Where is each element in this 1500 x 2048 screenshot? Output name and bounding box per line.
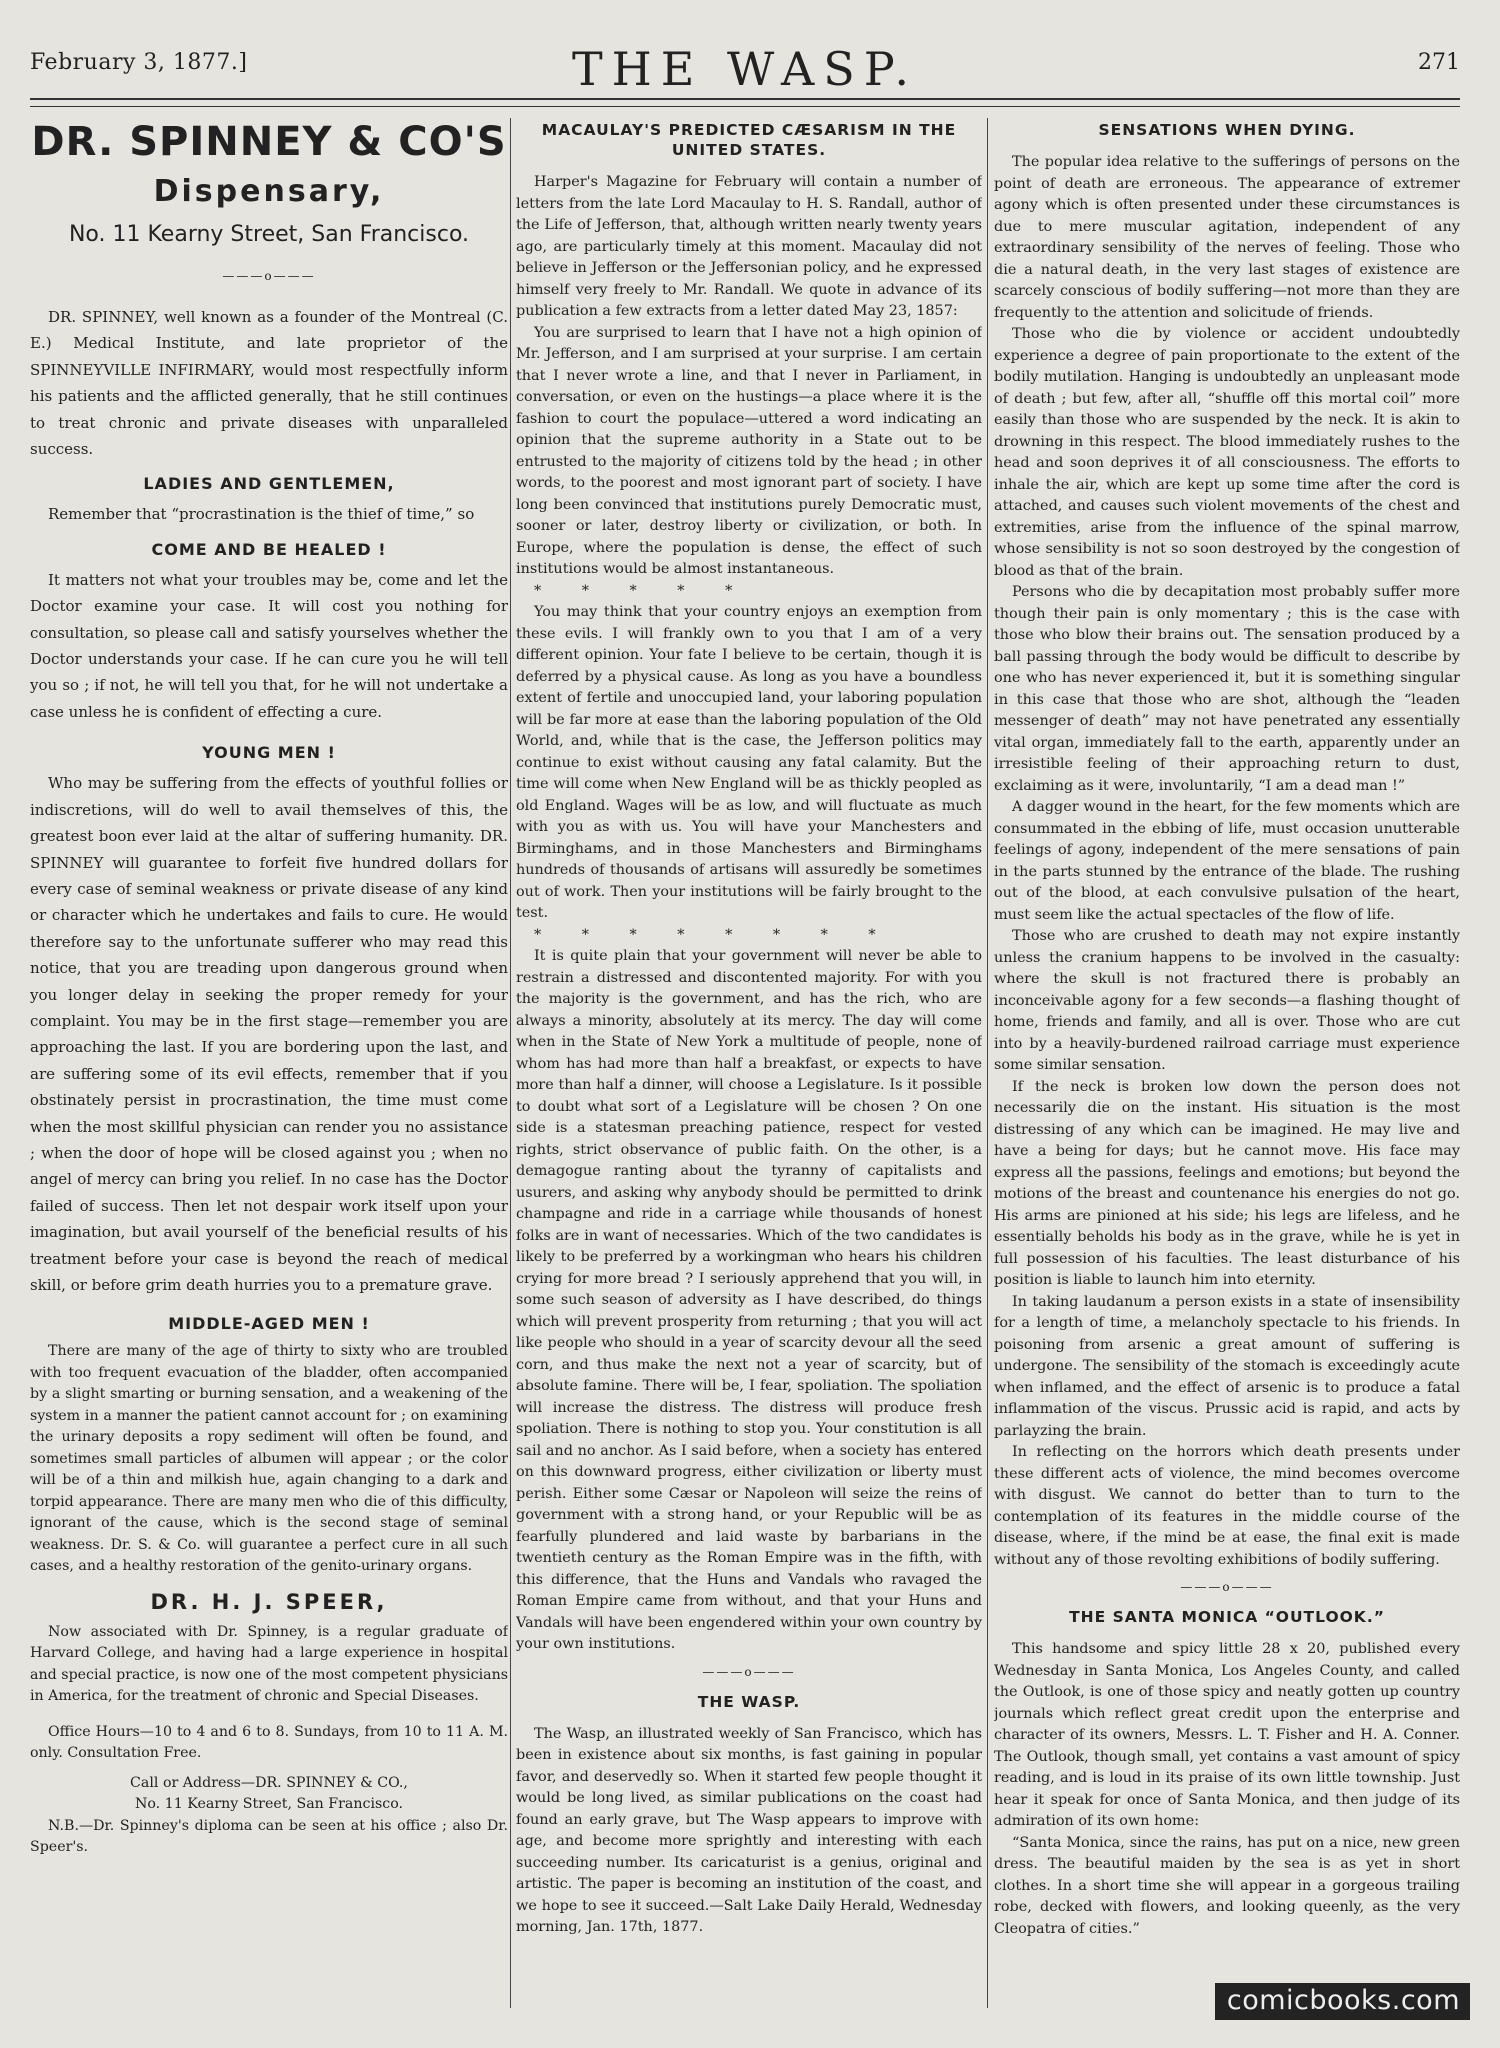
article-paragraph: Those who die by violence or accident undoubtedly experience a degree of pain proportionate to the extent of the bodily mutilation. Hanging is undoubtedly an unpleasant mode of death ; but few, after all, “shuffle off this mortal coil” more easily than those who are suspended by the neck. It is akin to drowning in this respect. The blood immediately rushes to the head and soon deprives it of all consciousness. The efforts to inhale the air, which are kept up some time after the cord is attached, and causes such violent movements of the chest and extremities, arise from the influence of the spinal marrow, whose sensibility is not so soon destroyed by the congestion of blood as that of the brain. [994, 326, 1460, 579]
article-title: MACAULAY'S PREDICTED CÆSARISM IN THE UNITED STATES. [541, 121, 957, 159]
ad-heading-middle-aged: MIDDLE-AGED MEN ! [168, 1314, 370, 1334]
article-title-santa-monica: THE SANTA MONICA “OUTLOOK.” [1069, 1608, 1385, 1626]
separator: ———o——— [702, 1664, 796, 1679]
article-paragraph: Persons who die by decapitation most probably suffer more though their pain is only momentary ; this is the case with those who blow their brains out. The sensation produced by a ball passing through the body would be difficult to describe by one who has never experienced it, but it is something singular in this case that those who are shot, although the “leaden messenger of death” may not have penetrated any essentially vital organ, immediately fall to the earth, apparently under an irresistible feeling of their approaching return to dust, exclaiming as it were, involuntarily, “I am a dead man !” [994, 584, 1460, 794]
ad-paragraph: There are many of the age of thirty to sixty who are troubled with too frequent evacuation of the bladder, often accompanied by a slight smarting or burning sensation, and a weakening of the system in a manner the patient cannot account for ; on examining the urinary deposits a ropy sediment will often be found, and sometimes small particles of albumen will appear ; or the color will be of a thin and milkish hue, again changing to a dark and torpid appearance. There are many men who die of this difficulty, ignorant of the cause, which is the second stage of seminal weakness. Dr. S. & Co. will guarantee a perfect cure in all such cases, and a healthy restoration of the genito-urinary organs. [30, 1343, 508, 1575]
office-hours: Office Hours—10 to 4 and 6 to 8. Sundays, from 10 to 11 A. M. only. Consultation Free. [30, 1723, 508, 1762]
watermark-badge: comicbooks.com [1215, 1983, 1470, 2020]
ad-heading-ladies: LADIES AND GENTLEMEN, [143, 474, 395, 494]
ad-intro: DR. SPINNEY, well known as a founder of the Montreal (C. E.) Medical Institute, and late proprietor of the SPINNEYVILLE INFIRMARY, would most respectfully inform his patients and the afflicted generally, that he still continues to treat chronic and private diseases with unparalleled success. [30, 308, 508, 459]
masthead-rule-thick [30, 98, 1460, 100]
article-paragraph: Those who are crushed to death may not expire instantly unless the cranium happens to be involved in the casualty: where the skull is not fractured there is probably an inconceivable agony for a few seconds—a flashing thought of home, friends and family, and all is over. Those who are cut into by a heavily-burdened railroad carriage must experience some similar sensation. [994, 928, 1460, 1073]
ad-paragraph: Who may be suffering from the effects of youthful follies or indiscretions, will do well to avail themselves of this, the greatest boon ever laid at the altar of suffering humanity. DR. SPINNEY will guarantee to forfeit five hundred dollars for every case of seminal weakness or private disease of any kind or character which he undertakes and fails to cure. He would therefore say to the unfortunate sufferer who may read this notice, that you are treading upon dangerous ground when you longer delay in seeking the proper remedy for your complaint. You may be in the first stage—remember you are approaching the last. If you are bordering upon the last, and are suffering some of its evil effects, remember that if you obstinately persist in procrastination, the time must come when the most skillful physician can render you no assistance ; when the door of hope will be closed against you ; when no angel of mercy can bring you relief. In no case has the Doctor failed of success. Then let not despair work itself upon your imagination, but avail yourself of the beneficial results of his treatment before your case is beyond the reach of medical skill, or before grim death hurries you to a premature grave. [30, 774, 508, 1294]
article-paragraph: The popular idea relative to the sufferings of persons on the point of death are erroneous. The appearance of extremer agony which is often presented under these circumstances is due to mere muscular agitation, independent of any extraordinary sensibility of the nerves of feeling. Those who die a natural death, in the very last stages of existence are scarcely conscious of bodily suffering—not more than they are frequently to the attention and solicitude of friends. [994, 154, 1460, 321]
article-paragraph: This handsome and spicy little 28 x 20, published every Wednesday in Santa Monica, Los Angeles County, and called the Outlook, is one of those spicy and neatly gotten up country journals which reflect great credit upon the enterprise and character of its owners, Messrs. L. T. Fisher and H. A. Conner. The Outlook, though small, yet contains a vast amount of spicy reading, and is loud in its praise of its own little township. Just hear it speak for once of Santa Monica, and then judge of its admiration of its own home: [994, 1641, 1460, 1829]
ad-paragraph: Now associated with Dr. Spinney, is a regular graduate of Harvard College, and having had a large experience in hospital and special practice, is now one of the most competent physicians in America, for the treatment of chronic and Special Diseases. [30, 1623, 508, 1705]
ellipsis-stars: * * * * * [534, 582, 751, 599]
nb-note: N.B.—Dr. Spinney's diploma can be seen at his office ; also Dr. Speer's. [30, 1817, 508, 1856]
article-paragraph: In reflecting on the horrors which death presents under these different acts of violence, the mind becomes overcome with disgust. We cannot do better than to turn to the contemplation of its features in the middle course of the disease, where, if the mind be at ease, the final exit is made without any of those revolting exhibitions of bodily suffering. [994, 1444, 1460, 1568]
ad-paragraph: Remember that “procrastination is the thief of time,” so [48, 505, 475, 524]
separator: ———o——— [222, 269, 316, 283]
issue-date: February 3, 1877.] [30, 50, 248, 75]
article-title-wasp: THE WASP. [697, 1692, 801, 1711]
article-title: SENSATIONS WHEN DYING. [1098, 121, 1356, 139]
masthead-rule-thin [30, 106, 1460, 107]
column-macaulay [516, 118, 982, 2008]
column-advertisement [30, 118, 508, 2008]
article-paragraph: “Santa Monica, since the rains, has put on a nice, new green dress. The beautiful maiden by the sea is as yet in short clothes. In a short time she will appear in a gorgeous trailing robe, decked with flowers, and looking queenly, as the very Cleopatra of cities.” [994, 1834, 1460, 1937]
article-paragraph: It is quite plain that your government will never be able to restrain a distressed and discontented majority. For with you the majority is the government, and has the rich, who are always a minority, absolutely at its mercy. The day will come when in the State of New York a multitude of people, none of whom has had more than half a breakfast, or expects to have more than half a dinner, will choose a Legislature. Is it possible to doubt what sort of a Legislature will be chosen ? On one side is a statesman preaching patience, respect for vested rights, strict observance of public faith. On the other, is a demagogue ranting about the tyranny of capitalists and usurers, and asking why anybody should be permitted to drink champagne and ride in a carriage while thousands of honest folks are in want of necessaries. Which of the two candidates is likely to be preferred by a workingman who hears his children crying for more bread ? I seriously apprehend that you will, in some such season of adversity as I have described, do things which will prevent prosperity from returning ; that you will act like people who should in a year of scarcity devour all the seed corn, and thus make the next not a year of scarcity, but of absolute famine. There will be, I fear, spoliation. The spoliation will increase the distress. The distress will produce fresh spoliation. There is nothing to stop you. Your constitution is all sail and no anchor. As I said before, when a society has entered on this downward progress, either civilization or liberty must perish. Either some Cæsar or Napoleon will seize the reins of government with a strong hand, or your Republic will be as fearfully plundered and laid waste by barbarians in the twentieth century as the Roman Empire was in the fifth, with this difference, that the Huns and Vandals who ravaged the Roman Empire came from without, and that your Huns and Vandals will have been engendered within your own country by your own institutions. [516, 948, 982, 1652]
article-paragraph: You may think that your country enjoys an exemption from these evils. I will frankly own to you that I am of a very different opinion. Your fate I believe to be certain, though it is deferred by a physical cause. As long as you have a boundless extent of fertile and unoccupied land, your laboring population will be far more at ease than the laboring population of the Old World, and, while that is the case, the Jefferson politics may continue to exist without causing any fatal calamity. But the time will come when New England will be as thickly peopled as old England. Wages will be as low, and will fluctuate as much with you as with us. You will have your Manchesters and Birminghams, and in those Manchesters and Birminghams hundreds of thousands of artisans will assuredly be sometimes out of work. Then your institutions will be fairly brought to the test. [516, 604, 982, 921]
article-paragraph: The Wasp, an illustrated weekly of San Francisco, which has been in existence about six months, is fast gaining in popular favor, and deservedly so. When it started few people thought it would be long lived, as similar publications on the coast had found an early grave, but The Wasp appears to improve with age, and become more sprightly and interesting with each succeeding number. Its caricaturist is a genius, original and artistic. The paper is becoming an institution of the coast, and we hope to see it succeed.—Salt Lake Daily Herald, Wednesday morning, Jan. 17th, 1877. [516, 1725, 982, 1935]
ad-address: No. 11 Kearny Street, San Francisco. [68, 222, 470, 247]
ellipsis-stars: * * * * * * * * [534, 926, 894, 943]
newspaper-title: THE WASP. [572, 42, 918, 96]
masthead [30, 42, 1460, 96]
contact-line: Call or Address—DR. SPINNEY & CO., [130, 1774, 408, 1791]
ad-title: DR. SPINNEY & CO'S [31, 119, 507, 165]
separator: ———o——— [1180, 1580, 1274, 1594]
article-paragraph: If the neck is broken low down the person does not necessarily die on the instant. His situation is the most distressing of any which can be imagined. He may live and have a being for days; but he cannot move. His face may express all the passions, feelings and emotions; but beyond the motions of the breast and countenance his energies do not go. His arms are pinioned at his side; his legs are lifeless, and he essentially beholds his body as in the grave, while he is yet in full possession of his faculties. The least disturbance of his position is liable to launch him into eternity. [994, 1078, 1460, 1288]
page-number: 271 [1418, 50, 1460, 75]
ad-heading-come: COME AND BE HEALED ! [151, 539, 387, 559]
ad-heading-young-men: YOUNG MEN ! [202, 743, 336, 763]
article-paragraph: In taking laudanum a person exists in a state of insensibility for a length of time, a melancholy spectacle to his friends. In poisoning from arsenic a great amount of suffering is undergone. The sensibility of the stomach is exceedingly acute when inflamed, and the effect of arsenic is to produce a fatal inflammation of the viscus. Prussic acid is rapid, and acts by parlayzing the brain. [994, 1293, 1460, 1439]
ad-paragraph: It matters not what your troubles may be, come and let the Doctor examine your case. It will cost you nothing for consultation, so please call and satisfy yourselves whether the Doctor understands your case. If he can cure you he will tell you so ; if not, he will tell you that, for he will not undertake a case unless he is confident of effecting a cure. [30, 570, 508, 721]
ad-subtitle: Dispensary, [153, 174, 385, 209]
column-sensations [994, 118, 1460, 2008]
column-divider-1 [510, 118, 511, 2008]
article-paragraph: A dagger wound in the heart, for the few moments which are consummated in the ebbing of life, must occasion unutterable feelings of agony, independent of the mere sensations of pain in the parts stunned by the entrance of the blade. The rushing out of the blood, at each convulsive pulsation of the heart, must seem like the actual spectacles of the flow of life. [994, 799, 1460, 923]
article-paragraph: Harper's Magazine for February will contain a number of letters from the late Lord Macaulay to H. S. Randall, author of the Life of Jefferson, that, although written nearly twenty years ago, are particularly timely at this moment. Macaulay did not believe in Jefferson or the Jeffersonian policy, and he expressed himself very freely to Mr. Randall. We quote in advance of its publication a few extracts from a letter dated May 23, 1857: [516, 174, 982, 319]
street-line: No. 11 Kearny Street, San Francisco. [134, 1796, 404, 1813]
ad-heading-speer: DR. H. J. SPEER, [150, 1589, 388, 1614]
column-divider-2 [987, 118, 988, 2008]
article-paragraph: You are surprised to learn that I have not a high opinion of Mr. Jefferson, and I am surprised at your surprise. I am certain that I never wrote a line, and that I never in Parliament, in conversation, or even on the hustings—a place where it is the fashion to court the populace—uttered a word indicating an opinion that the supreme authority in a State out to be entrusted to the majority of citizens told by the head ; in other words, to the poorest and most ignorant part of society. I have long been convinced that institutions purely Democratic must, sooner or later, destroy liberty or civilization, or both. In Europe, where the population is dense, the effect of such institutions would be almost instantaneous. [516, 324, 982, 577]
